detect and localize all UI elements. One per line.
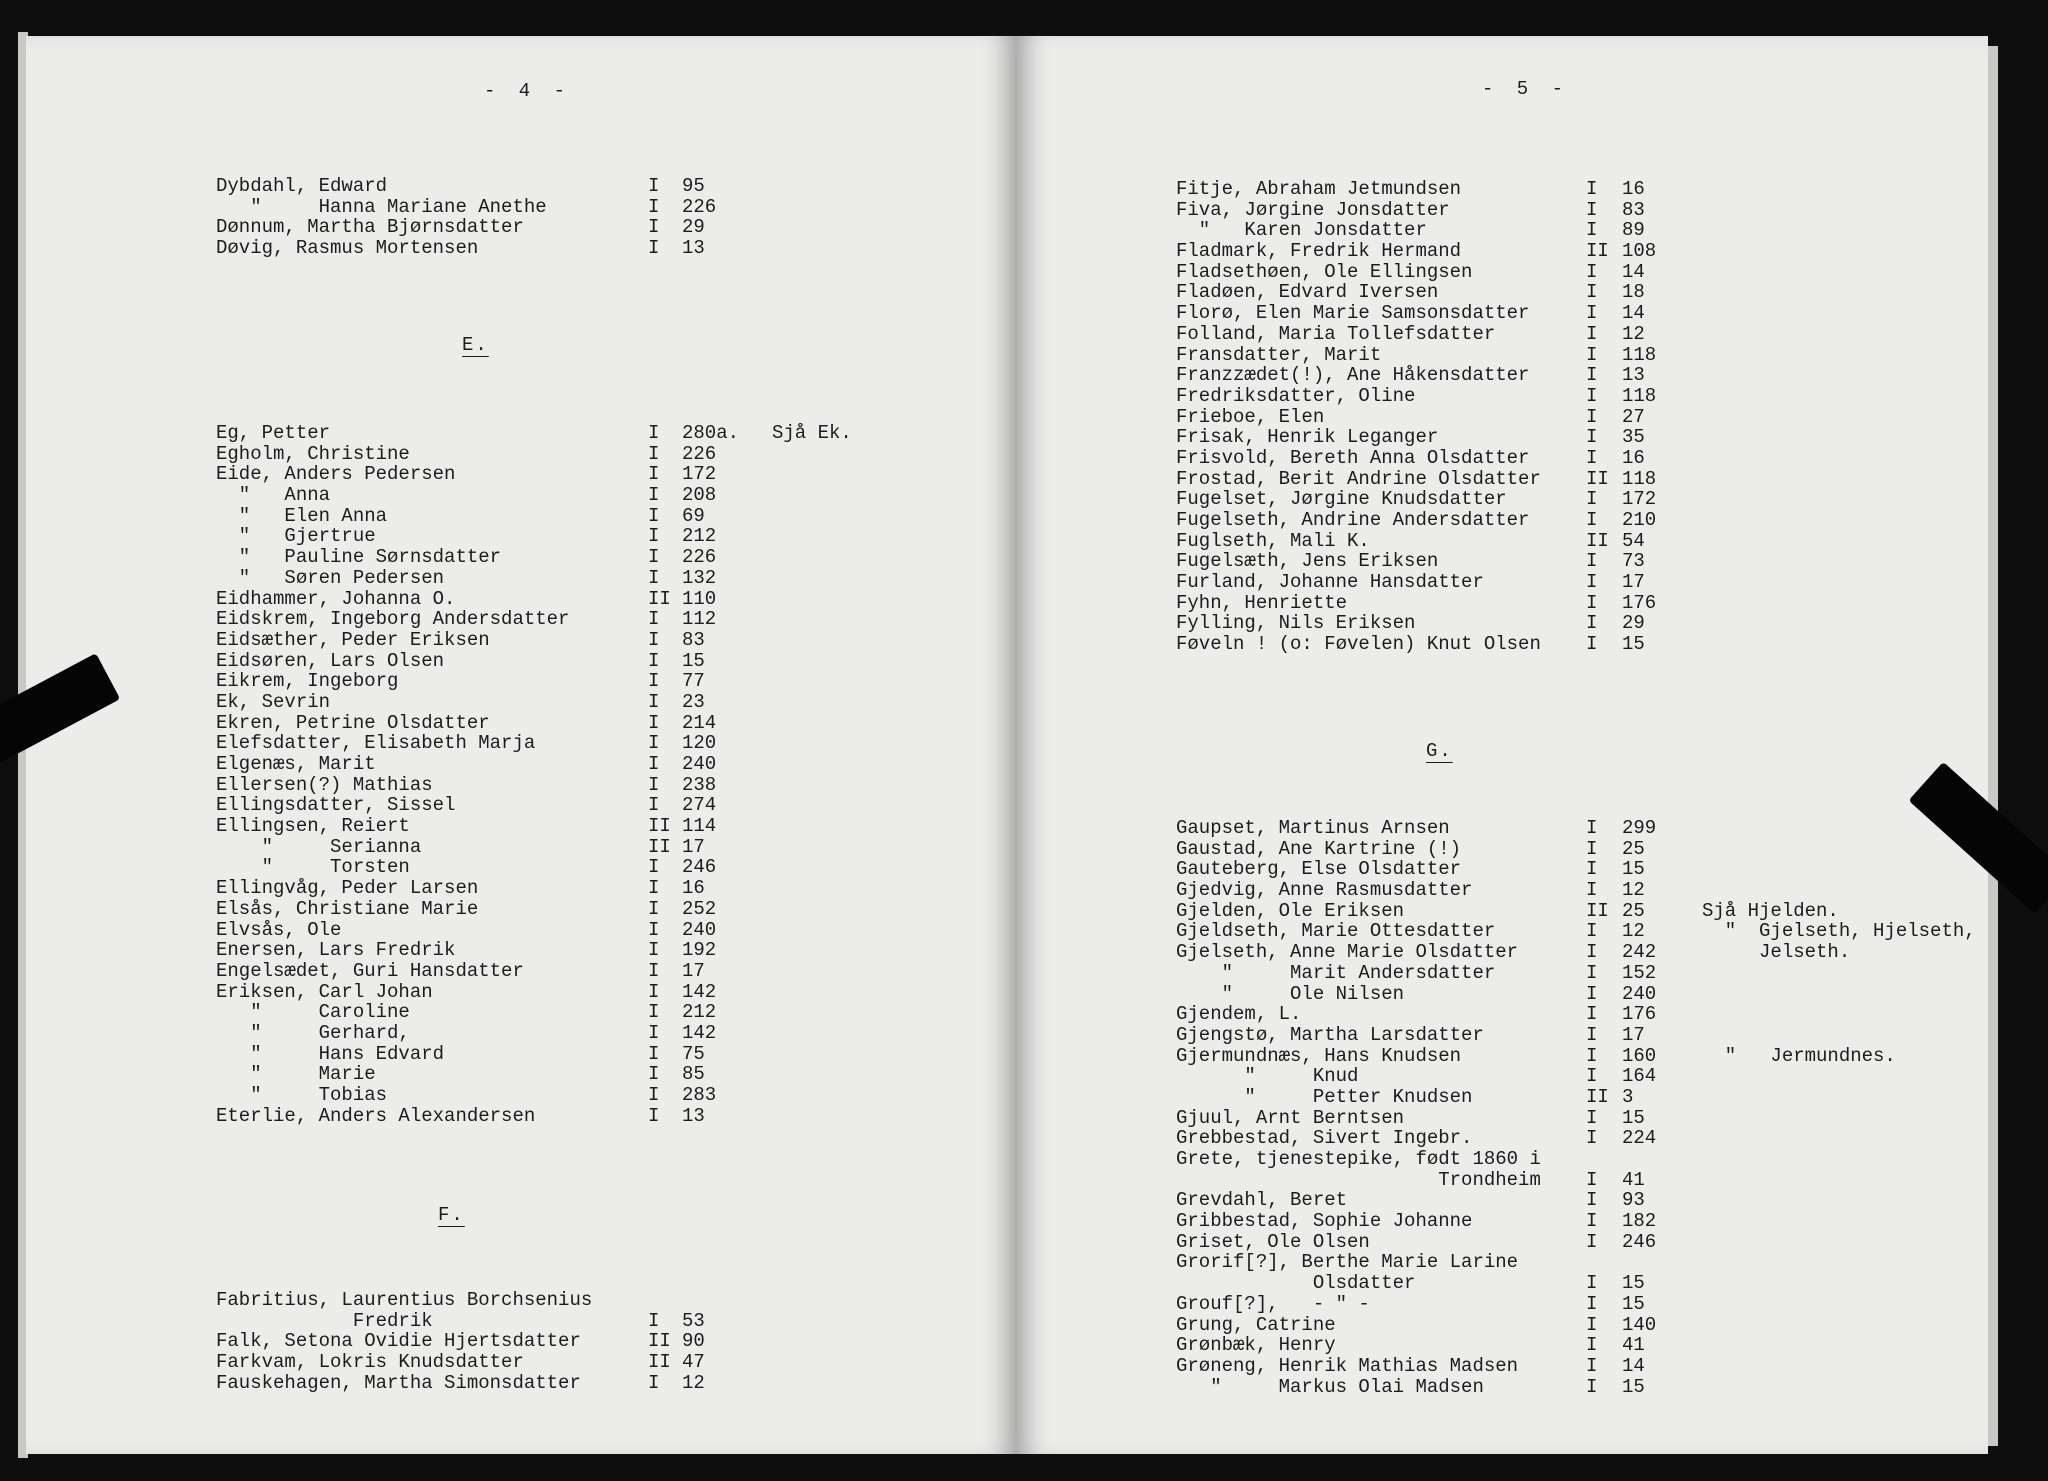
entry-page: 95 (682, 175, 705, 197)
entry-page: 17 (1622, 1023, 1645, 1046)
entry-name: Ellingsen, Reiert (216, 815, 410, 838)
entry-volume: II (648, 1330, 671, 1353)
entry-volume: I (648, 939, 660, 962)
entry-volume: I (648, 216, 660, 239)
entry-name: Dønnum, Martha Bjørnsdatter (216, 216, 524, 239)
entry-volume: I (648, 1042, 660, 1065)
entry-page: 212 (682, 1001, 717, 1024)
entry-name: Eidhammer, Johanna O. (216, 587, 456, 610)
entry-name: Eikrem, Ingeborg (216, 670, 399, 693)
entry-name: Grete, tjenestepike, født 1860 i (1176, 1148, 1541, 1170)
entry-page: 226 (682, 442, 717, 465)
entry-volume: I (648, 856, 660, 879)
entry-page: 14 (1622, 1354, 1645, 1377)
entry-volume: I (648, 732, 660, 755)
entry-name: Gjelseth, Anne Marie Olsdatter (1176, 941, 1519, 964)
entry-page: 118 (1622, 467, 1657, 490)
entry-page: 14 (1622, 302, 1645, 325)
entry-volume: I (1586, 1334, 1598, 1357)
entry-page: 23 (682, 690, 705, 713)
entry-page: 224 (1622, 1127, 1657, 1150)
entry-volume: I (1586, 405, 1598, 428)
entry-page: 13 (682, 1104, 705, 1127)
entry-page: 212 (682, 525, 717, 548)
entry-name: " Markus Olai Madsen (1176, 1375, 1484, 1398)
page-number: - 4 - (484, 80, 572, 102)
entry-volume: I (648, 525, 660, 548)
entry-name: " Petter Knudsen (1176, 1085, 1473, 1108)
entry-volume: I (648, 566, 660, 589)
entry-name: Grouf[?], - " - (1176, 1292, 1370, 1315)
entry-volume: I (648, 1104, 660, 1127)
entry-name: Fugelseth, Andrine Andersdatter (1176, 509, 1530, 531)
entry-volume: I (1586, 488, 1598, 511)
entry-page: 83 (1622, 198, 1645, 221)
entry-volume: I (1586, 941, 1598, 964)
entry-page: 120 (682, 732, 717, 755)
entry-page: 15 (1622, 1272, 1645, 1295)
entry-volume: II (648, 1351, 671, 1374)
entry-name: Farkvam, Lokris Knudsdatter (216, 1351, 524, 1374)
entry-name: Gaupset, Martinus Arnsen (1176, 817, 1450, 839)
entry-volume: I (1586, 384, 1598, 407)
entry-name: Fugelsæth, Jens Eriksen (1176, 550, 1439, 573)
entry-volume: I (648, 442, 660, 465)
entry-name: Ellersen(?) Mathias (216, 773, 433, 796)
entry-volume: I (648, 1021, 660, 1044)
entry-page: 280a. (682, 422, 740, 444)
entry-name: Grorif[?], Berthe Marie Larine (1176, 1251, 1519, 1274)
entry-page: 35 (1622, 426, 1645, 449)
entry-name: Eidsøren, Lars Olsen (216, 649, 445, 672)
entry-volume: I (1586, 1003, 1598, 1026)
entry-name: Gjermundnæs, Hans Knudsen (1176, 1044, 1462, 1067)
entry-name: " Marit Andersdatter (1176, 961, 1496, 984)
entry-page: 112 (682, 608, 717, 631)
entry-volume: I (1586, 1106, 1598, 1129)
entry-page: 41 (1622, 1334, 1645, 1357)
entry-volume: I (1586, 633, 1598, 656)
entry-volume: I (1586, 343, 1598, 366)
entry-page: 246 (1622, 1230, 1657, 1253)
entry-name: Eidskrem, Ingeborg Andersdatter (216, 608, 570, 631)
entry-volume: I (1586, 364, 1598, 387)
entry-name: Gjeldseth, Marie Ottesdatter (1176, 920, 1496, 943)
entry-volume: II (1586, 1085, 1609, 1108)
entry-name: Eide, Anders Pedersen (216, 463, 456, 486)
entry-volume: II (648, 835, 671, 858)
section-heading-f: F. (438, 1204, 465, 1226)
entry-volume: I (1586, 837, 1598, 860)
entry-page: 12 (1622, 322, 1645, 345)
entry-note: " Jermundnes. (1702, 1044, 1896, 1067)
entry-volume: I (648, 1309, 660, 1332)
entry-page: 27 (1622, 405, 1645, 428)
entry-name: Elvsås, Ole (216, 918, 342, 941)
entry-name: " Søren Pedersen (216, 566, 445, 589)
entry-page: 210 (1622, 509, 1657, 531)
entry-name: Fladmark, Fredrik Hermand (1176, 240, 1462, 263)
entry-volume: I (1586, 446, 1598, 469)
entry-name: Elefsdatter, Elisabeth Marja (216, 732, 536, 755)
entry-volume: I (648, 794, 660, 817)
entry-name: Fuglseth, Mali K. (1176, 529, 1370, 552)
entry-volume: I (648, 628, 660, 651)
entry-page: 274 (682, 794, 717, 817)
entry-volume: I (1586, 612, 1598, 635)
entry-volume: I (1586, 509, 1598, 531)
entry-name: Engelsædet, Guri Hansdatter (216, 959, 524, 982)
entry-name: Gjuul, Arnt Berntsen (1176, 1106, 1405, 1129)
entry-volume: I (1586, 920, 1598, 943)
entry-volume: I (1586, 961, 1598, 984)
left-page (26, 36, 1016, 1454)
entry-page: 13 (682, 237, 705, 260)
entry-page: 172 (1622, 488, 1657, 511)
entry-volume: I (1586, 982, 1598, 1005)
entry-volume: I (1586, 219, 1598, 242)
entry-page: 89 (1622, 219, 1645, 242)
entry-volume: I (1586, 1354, 1598, 1377)
entry-name: Fugelset, Jørgine Knudsdatter (1176, 488, 1507, 511)
entry-name: " Hanna Mariane Anethe (216, 195, 547, 218)
entry-page: 140 (1622, 1313, 1657, 1336)
entry-name: Gaustad, Ane Kartrine (!) (1176, 837, 1462, 860)
entry-volume: I (648, 670, 660, 693)
entry-volume: I (1586, 1272, 1598, 1295)
entry-name: Fabritius, Laurentius Borchsenius (216, 1289, 593, 1311)
entry-volume: I (648, 608, 660, 631)
entry-volume: I (1586, 817, 1598, 839)
entry-volume: I (648, 959, 660, 982)
entry-volume: I (648, 649, 660, 672)
entry-page: 238 (682, 773, 717, 796)
entry-page: 240 (682, 753, 717, 775)
entry-volume: I (1586, 858, 1598, 881)
entry-volume: I (648, 753, 660, 775)
entry-volume: I (1586, 1023, 1598, 1046)
entry-name: Fladsethøen, Ole Ellingsen (1176, 260, 1473, 283)
entry-name: Falk, Setona Ovidie Hjertsdatter (216, 1330, 581, 1353)
entry-name: " Marie (216, 1063, 376, 1086)
entry-name: Grung, Catrine (1176, 1313, 1336, 1336)
entry-name: Elsås, Christiane Marie (216, 897, 479, 920)
entry-page: 240 (682, 918, 717, 941)
entry-volume: II (1586, 529, 1609, 552)
entry-note: Jelseth. (1702, 941, 1851, 964)
entry-page: 110 (682, 587, 717, 610)
section-heading-e: E. (462, 334, 489, 356)
entry-volume: I (1586, 178, 1598, 200)
entry-page: 83 (682, 628, 705, 651)
entry-note: Sjå Ek. (772, 422, 852, 444)
entry-name: Gauteberg, Else Olsdatter (1176, 858, 1462, 881)
entry-volume: I (1586, 426, 1598, 449)
entry-page: 13 (1622, 364, 1645, 387)
entry-page: 16 (682, 877, 705, 900)
entry-page: 15 (1622, 1292, 1645, 1315)
entry-volume: I (1586, 1313, 1598, 1336)
entry-page: 17 (1622, 571, 1645, 594)
entry-volume: I (1586, 1168, 1598, 1191)
entry-name: " Serianna (216, 835, 422, 858)
entry-page: 15 (682, 649, 705, 672)
entry-volume: I (648, 773, 660, 796)
entry-name: Gribbestad, Sophie Johanne (1176, 1210, 1473, 1233)
entry-page: 226 (682, 195, 717, 218)
entry-page: 118 (1622, 384, 1657, 407)
entry-name: Fylling, Nils Eriksen (1176, 612, 1416, 635)
entry-page: 142 (682, 1021, 717, 1044)
entry-volume: I (648, 422, 660, 444)
entry-volume: I (648, 463, 660, 486)
entry-volume: I (648, 1063, 660, 1086)
entry-name: " Pauline Sørnsdatter (216, 546, 502, 569)
entry-name: Gjendem, L. (1176, 1003, 1302, 1026)
entry-volume: I (648, 711, 660, 734)
entry-page: 18 (1622, 281, 1645, 304)
entry-page: 85 (682, 1063, 705, 1086)
entry-page: 12 (682, 1371, 705, 1394)
entry-name: Føveln ! (o: Føvelen) Knut Olsen (1176, 633, 1541, 656)
section-heading-g: G. (1426, 740, 1453, 762)
entry-volume: II (1586, 467, 1609, 490)
entry-name: Frisvold, Bereth Anna Olsdatter (1176, 446, 1530, 469)
entry-page: 16 (1622, 178, 1645, 200)
entry-page: 12 (1622, 920, 1645, 943)
entry-name: Gjelden, Ole Eriksen (1176, 899, 1405, 922)
entry-name: Furland, Johanne Hansdatter (1176, 571, 1484, 594)
entry-page: 90 (682, 1330, 705, 1353)
entry-page: 17 (682, 835, 705, 858)
entry-page: 132 (682, 566, 717, 589)
entry-page: 142 (682, 980, 717, 1003)
entry-volume: II (648, 815, 671, 838)
entry-page: 176 (1622, 591, 1657, 614)
entry-name: Grebbestad, Sivert Ingebr. (1176, 1127, 1473, 1150)
entry-volume: I (648, 877, 660, 900)
entry-page: 47 (682, 1351, 705, 1374)
entry-volume: I (1586, 260, 1598, 283)
entry-name: Olsdatter (1176, 1272, 1416, 1295)
entry-name: " Gjertrue (216, 525, 376, 548)
entry-volume: I (648, 1371, 660, 1394)
entry-volume: I (1586, 1375, 1598, 1398)
entry-volume: I (648, 980, 660, 1003)
entry-page: 283 (682, 1084, 717, 1106)
entry-name: Fauskehagen, Martha Simonsdatter (216, 1371, 581, 1394)
entry-page: 17 (682, 959, 705, 982)
entry-name: Franzzædet(!), Ane Håkensdatter (1176, 364, 1530, 387)
entry-volume: I (648, 195, 660, 218)
entry-name: Grøneng, Henrik Mathias Madsen (1176, 1354, 1519, 1377)
entry-name: Florø, Elen Marie Samsonsdatter (1176, 302, 1530, 325)
entry-name: Frisak, Henrik Leganger (1176, 426, 1439, 449)
entry-page: 14 (1622, 260, 1645, 283)
entry-volume: I (1586, 198, 1598, 221)
entry-name: Egholm, Christine (216, 442, 410, 465)
entry-page: 160 (1622, 1044, 1657, 1067)
entry-volume: I (648, 690, 660, 713)
entry-name: Dybdahl, Edward (216, 175, 388, 197)
entry-name: Fitje, Abraham Jetmundsen (1176, 178, 1462, 200)
entry-page: 29 (682, 216, 705, 239)
entry-volume: I (1586, 1189, 1598, 1212)
entry-name: Folland, Maria Tollefsdatter (1176, 322, 1496, 345)
entry-name: Ellingvåg, Peder Larsen (216, 877, 479, 900)
entry-page: 41 (1622, 1168, 1645, 1191)
entry-volume: I (648, 1084, 660, 1106)
entry-page: 246 (682, 856, 717, 879)
entry-page: 16 (1622, 446, 1645, 469)
entry-name: Enersen, Lars Fredrik (216, 939, 456, 962)
entry-name: " Ole Nilsen (1176, 982, 1405, 1005)
entry-name: Ekren, Petrine Olsdatter (216, 711, 490, 734)
entry-volume: I (648, 237, 660, 260)
entry-page: 299 (1622, 817, 1657, 839)
entry-name: Griset, Ole Olsen (1176, 1230, 1370, 1253)
entry-name: Eriksen, Carl Johan (216, 980, 433, 1003)
entry-name: Fredriksdatter, Oline (1176, 384, 1416, 407)
entry-page: 242 (1622, 941, 1657, 964)
entry-page: 240 (1622, 982, 1657, 1005)
entry-name: Fiva, Jørgine Jonsdatter (1176, 198, 1450, 221)
entry-note: " Gjelseth, Hjelseth, (1702, 920, 1976, 943)
right-page (1016, 36, 1988, 1454)
entry-page: 108 (1622, 240, 1657, 263)
entry-page: 176 (1622, 1003, 1657, 1026)
entry-page: 15 (1622, 858, 1645, 881)
entry-name: Gjedvig, Anne Rasmusdatter (1176, 879, 1473, 902)
entry-volume: I (1586, 1044, 1598, 1067)
entry-name: Elgenæs, Marit (216, 753, 376, 775)
entry-name: Grønbæk, Henry (1176, 1334, 1336, 1357)
entry-page: 15 (1622, 633, 1645, 656)
entry-volume: II (648, 587, 671, 610)
entry-page: 114 (682, 815, 717, 838)
entry-page: 182 (1622, 1210, 1657, 1233)
entry-volume: I (1586, 302, 1598, 325)
entry-name: Grevdahl, Beret (1176, 1189, 1348, 1212)
entry-page: 29 (1622, 612, 1645, 635)
entry-note: Sjå Hjelden. (1702, 899, 1839, 922)
entry-volume: I (1586, 1127, 1598, 1150)
entry-volume: I (648, 546, 660, 569)
entry-name: " Torsten (216, 856, 410, 879)
entry-page: 164 (1622, 1065, 1657, 1088)
entry-volume: I (1586, 1230, 1598, 1253)
page-number: - 5 - (1482, 78, 1570, 100)
entry-volume: II (1586, 240, 1609, 263)
entry-page: 3 (1622, 1085, 1634, 1108)
entry-page: 54 (1622, 529, 1645, 552)
entry-page: 208 (682, 484, 717, 507)
entry-name: " Tobias (216, 1084, 388, 1106)
entry-page: 77 (682, 670, 705, 693)
entry-name: Trondheim (1176, 1168, 1541, 1191)
entry-page: 192 (682, 939, 717, 962)
entry-volume: I (1586, 322, 1598, 345)
entry-volume: I (1586, 571, 1598, 594)
entry-name: Fyhn, Henriette (1176, 591, 1348, 614)
entry-page: 69 (682, 504, 705, 527)
entry-volume: I (648, 918, 660, 941)
entry-volume: I (1586, 1292, 1598, 1315)
entry-volume: I (1586, 591, 1598, 614)
entry-volume: I (1586, 879, 1598, 902)
entry-name: Døvig, Rasmus Mortensen (216, 237, 479, 260)
entry-name: Fransdatter, Marit (1176, 343, 1382, 366)
entry-name: " Hans Edvard (216, 1042, 445, 1065)
entry-volume: I (648, 175, 660, 197)
entry-volume: I (1586, 281, 1598, 304)
entry-name: Ellingsdatter, Sissel (216, 794, 456, 817)
entry-page: 53 (682, 1309, 705, 1332)
entry-page: 172 (682, 463, 717, 486)
entry-page: 75 (682, 1042, 705, 1065)
entry-volume: I (1586, 1210, 1598, 1233)
entry-page: 214 (682, 711, 717, 734)
entry-page: 15 (1622, 1106, 1645, 1129)
entry-name: " Anna (216, 484, 331, 507)
entry-name: Fredrik (216, 1309, 433, 1332)
entry-name: Frostad, Berit Andrine Olsdatter (1176, 467, 1541, 490)
entry-page: 118 (1622, 343, 1657, 366)
entry-volume: I (1586, 550, 1598, 573)
entry-volume: I (648, 504, 660, 527)
entry-page: 12 (1622, 879, 1645, 902)
entry-name: Fladøen, Edvard Iversen (1176, 281, 1439, 304)
entry-name: " Karen Jonsdatter (1176, 219, 1427, 242)
entry-name: Ek, Sevrin (216, 690, 331, 713)
entry-page: 226 (682, 546, 717, 569)
entry-name: Eterlie, Anders Alexandersen (216, 1104, 536, 1127)
entry-name: Eidsæther, Peder Eriksen (216, 628, 490, 651)
entry-volume: I (648, 484, 660, 507)
entry-page: 25 (1622, 899, 1645, 922)
entry-page: 93 (1622, 1189, 1645, 1212)
entry-page: 252 (682, 897, 717, 920)
entry-name: Frieboe, Elen (1176, 405, 1325, 428)
entry-volume: II (1586, 899, 1609, 922)
entry-page: 152 (1622, 961, 1657, 984)
entry-name: " Knud (1176, 1065, 1359, 1088)
entry-volume: I (648, 897, 660, 920)
entry-name: " Elen Anna (216, 504, 388, 527)
entry-volume: I (648, 1001, 660, 1024)
entry-name: " Caroline (216, 1001, 410, 1024)
entry-page: 73 (1622, 550, 1645, 573)
entry-name: Gjengstø, Martha Larsdatter (1176, 1023, 1484, 1046)
entry-name: " Gerhard, (216, 1021, 410, 1044)
entry-page: 25 (1622, 837, 1645, 860)
entry-name: Eg, Petter (216, 422, 331, 444)
entry-volume: I (1586, 1065, 1598, 1088)
entry-page: 15 (1622, 1375, 1645, 1398)
